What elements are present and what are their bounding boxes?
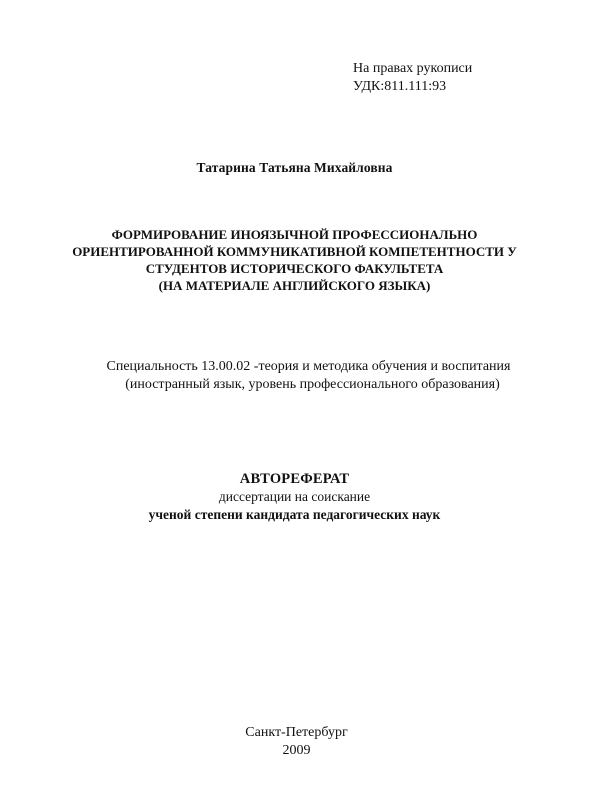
specialty-line-1: Специальность 13.00.02 -теория и методика обучения и воспитания <box>106 359 511 374</box>
place-year-block <box>0 724 589 760</box>
city: Санкт-Петербург <box>245 725 348 740</box>
abstract-heading: АВТОРЕФЕРАТ <box>239 471 350 487</box>
author-name: Татарина Татьяна Михайловна <box>196 160 393 175</box>
title-line-4: (НА МАТЕРИАЛЕ АНГЛИЙСКОГО ЯЗЫКА) <box>158 278 431 293</box>
title-line-2: ОРИЕНТИРОВАННОЙ КОММУНИКАТИВНОЙ КОМПЕТЕНТНОСТИ У <box>72 244 517 259</box>
udc-code: УДК:811.111:93 <box>353 79 447 94</box>
title-line-3: СТУДЕНТОВ ИСТОРИЧЕСКОГО ФАКУЛЬТЕТА <box>145 261 444 276</box>
abstract-line-1: диссертации на соискание <box>218 489 371 504</box>
rights-notice: На правах рукописи <box>353 61 473 76</box>
specialty-block <box>0 358 589 394</box>
abstract-line-2: ученой степени кандидата педагогических наук <box>148 507 441 522</box>
specialty-line-2: (иностранный язык, уровень профессионального образования) <box>125 377 500 392</box>
abstract-block <box>0 470 589 524</box>
title-line-1: ФОРМИРОВАНИЕ ИНОЯЗЫЧНОЙ ПРОФЕССИОНАЛЬНО <box>111 227 478 242</box>
rights-block <box>353 60 472 96</box>
dissertation-title <box>0 226 589 294</box>
year: 2009 <box>282 743 311 758</box>
